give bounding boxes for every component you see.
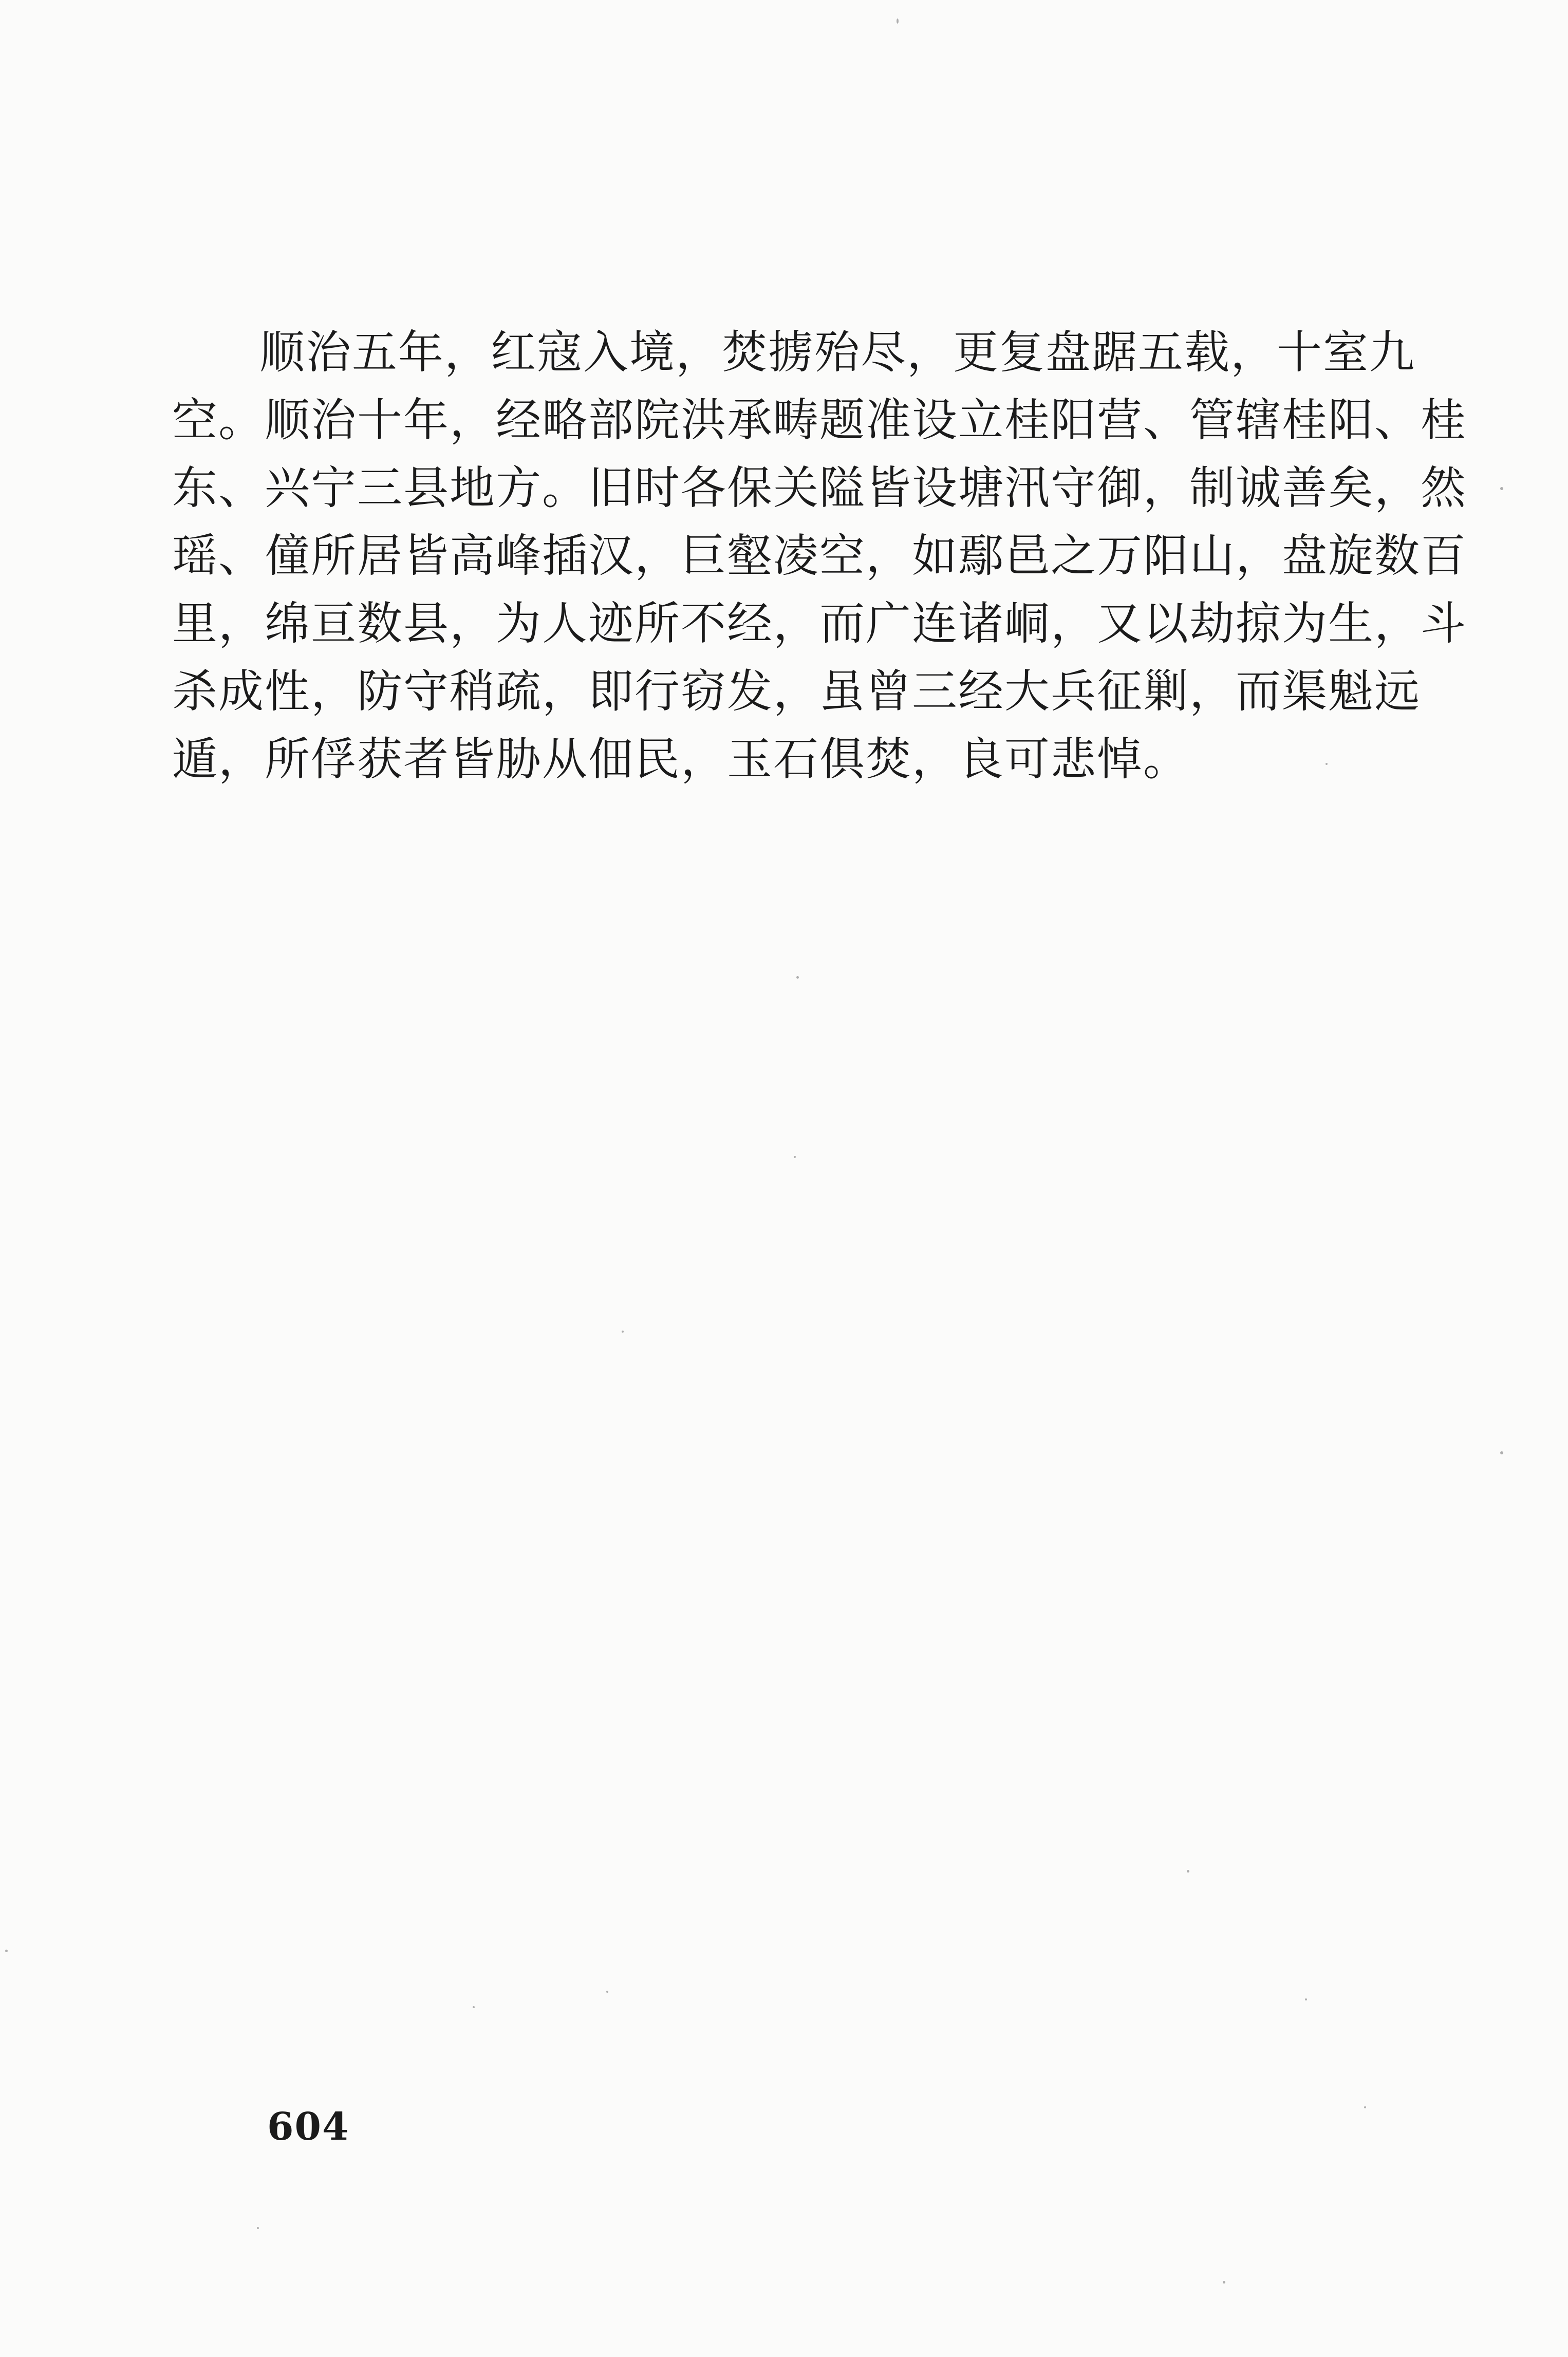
text-line-5: 里，绵亘数县，为人迹所不经，而广连诸峒，又以劫掠为生，斗 xyxy=(172,597,1467,650)
scan-speck xyxy=(1500,1451,1503,1454)
scan-speck xyxy=(1500,487,1503,490)
scan-speck xyxy=(897,18,899,24)
scan-speck xyxy=(257,2227,259,2229)
scan-speck xyxy=(1187,1870,1189,1873)
page-number: 604 xyxy=(267,2105,350,2149)
scan-speck xyxy=(473,2006,475,2008)
text-line-7: 遁，所俘获者皆胁从佃民，玉石俱焚，良可悲悼。 xyxy=(172,733,1190,785)
scan-speck xyxy=(1326,763,1328,765)
text-line-3: 东、兴宁三县地方。旧时各保关隘皆设塘汛守御，制诚善矣，然 xyxy=(172,461,1467,514)
scan-speck xyxy=(5,1950,8,1952)
text-line-6: 杀成性，防守稍疏，即行窃发，虽曾三经大兵征剿，而渠魁远 xyxy=(172,665,1421,718)
scan-speck xyxy=(794,1156,796,1158)
scan-speck xyxy=(1223,2281,1225,2284)
scan-speck xyxy=(1364,2106,1366,2108)
body-text xyxy=(172,319,1467,793)
scan-speck xyxy=(622,1331,624,1333)
scan-speck xyxy=(1305,1998,1307,2000)
text-line-2: 空。顺治十年，经略部院洪承畴题准设立桂阳营、管辖桂阳、桂 xyxy=(172,394,1467,446)
text-line-1: 顺治五年，红寇入境，焚掳殆尽，更复盘踞五载，十室九 xyxy=(259,326,1416,379)
scan-speck xyxy=(606,1991,608,1993)
scan-speck xyxy=(796,976,799,979)
text-line-4: 瑶、僮所居皆高峰插汉，巨壑凌空，如鄢邑之万阳山，盘旋数百 xyxy=(172,529,1467,582)
